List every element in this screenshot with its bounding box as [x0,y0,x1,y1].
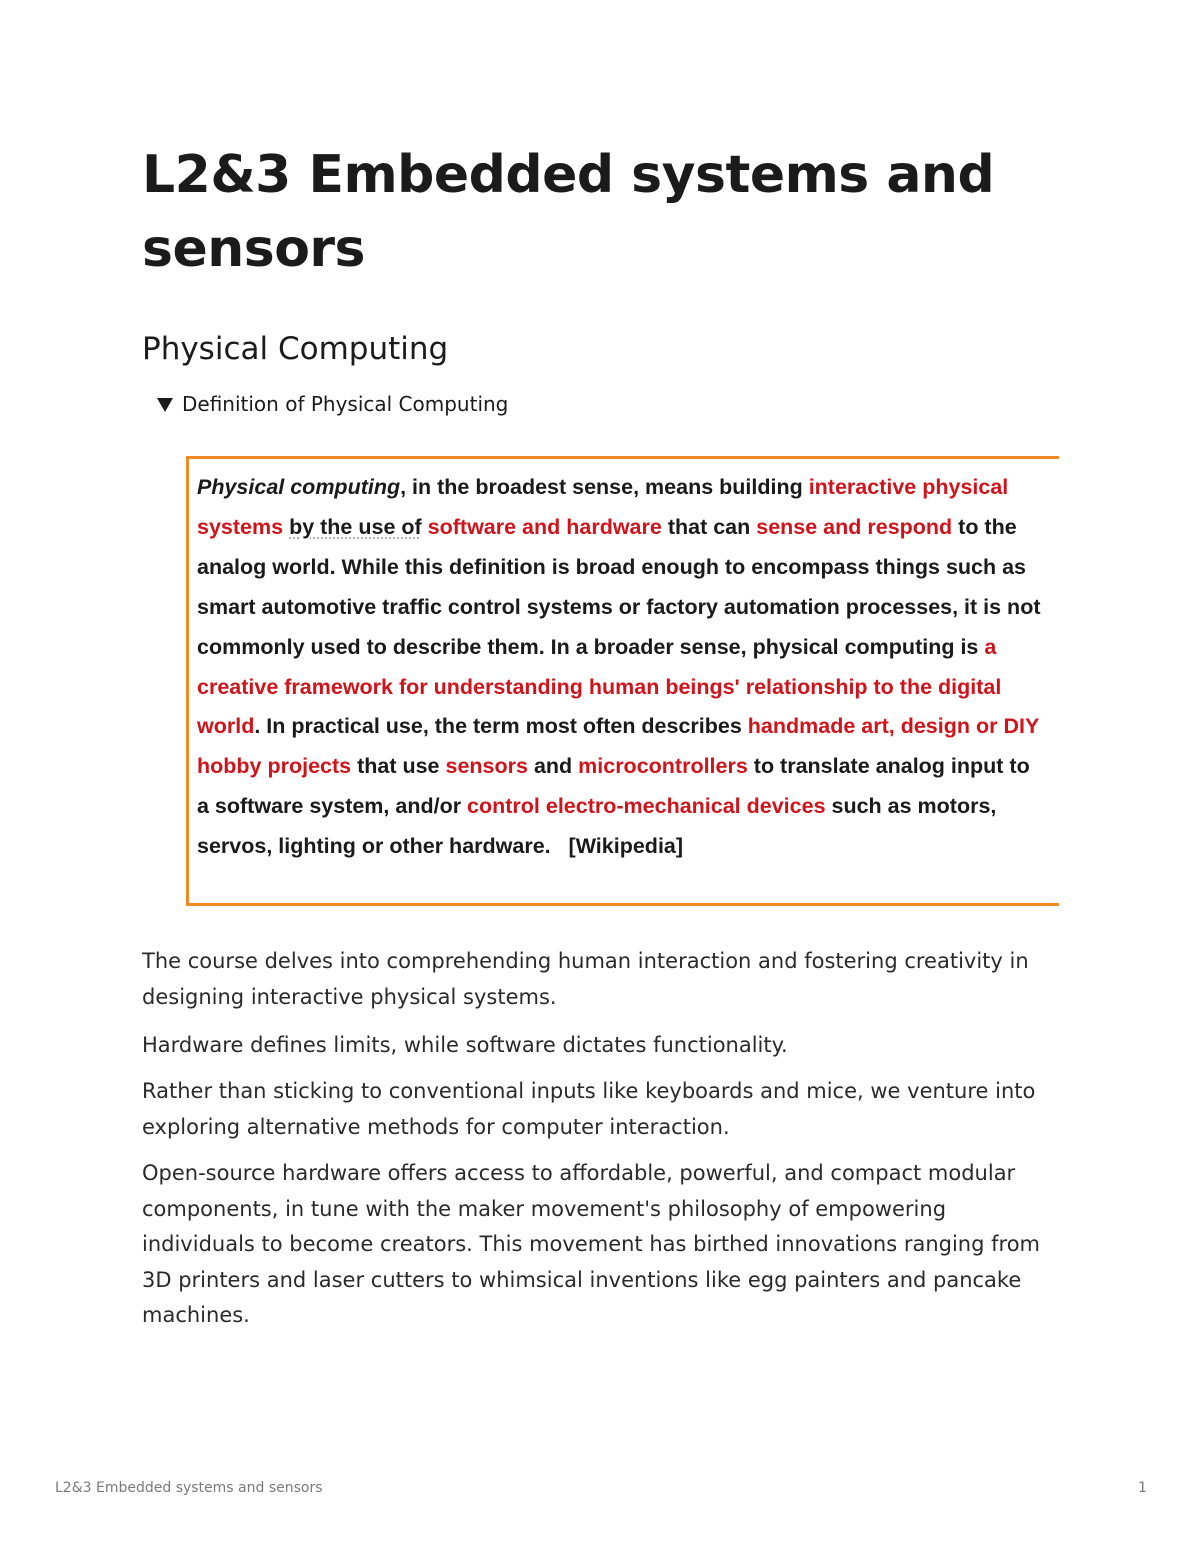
definition-toggle[interactable] [157,388,508,420]
quote-segment: to the analog world. While this definition is broad enough to encompass things such as smart automotive traffic control systems or factory automation processes, it is not commonly used to describe them. In a broader sense, physical computing is [197,514,1041,659]
quote-segment: that can [661,514,757,539]
triangle-down-icon[interactable] [157,398,173,412]
paragraph-course: The course delves into comprehending human interaction and fostering creativity in designing interactive physical systems. [142,949,1029,1009]
footer-title: L2&3 Embedded systems and sensors [55,1480,323,1496]
section-heading: Physical Computing [142,331,449,367]
quote-highlight: interactive physical systems [197,475,1009,539]
quote-highlight: handmade art, design or DIY hobby projects [197,714,1039,779]
paragraph-open-source: Open-source hardware offers access to affordable, powerful, and compact modular components, in tune with the maker movement's philosophy of empowering individuals to become creators. This movement has birthed innovations ranging from 3D printers and laser cutters to whimsical inventions like egg painters and pancake machines. [142,1161,1040,1327]
quote-segment: to translate analog input to a software system, and/or [197,754,1030,819]
quote-term: Physical computing [197,475,401,499]
quote-highlight: software and hardware [427,514,662,539]
quote-segment: that use [351,754,446,779]
quote-highlight: sense and respond [756,514,953,539]
quote-highlight: control electro-mechanical devices [467,794,826,819]
definition-quote-box [186,456,1059,906]
footer-page-number: 1 [1138,1480,1147,1496]
quote-highlight: sensors [445,754,528,779]
quote-segment: and [527,754,579,779]
paragraph-hardware: Hardware defines limits, while software dictates functionality. [142,1033,788,1057]
quote-highlight: microcontrollers [578,754,748,779]
quote-highlight: a creative framework for understanding human beings' relationship to the digital world [197,634,1002,739]
quote-segment: . In practical use, the term most often describes [254,714,748,739]
quote-segment: , in the broadest sense, means building [400,475,809,499]
toggle-label: Definition of Physical Computing [182,392,509,416]
page-title: L2&3 Embedded systems and sensors [142,145,995,279]
quote-underlined-phrase: by the use of [289,514,422,539]
definition-quote-text [197,468,1045,867]
quote-segment: such as motors, servos, lighting or other hardware. [Wikipedia] [197,794,997,859]
paragraph-inputs: Rather than sticking to conventional inputs like keyboards and mice, we venture into exploring alternative methods for computer interaction. [142,1079,1036,1139]
